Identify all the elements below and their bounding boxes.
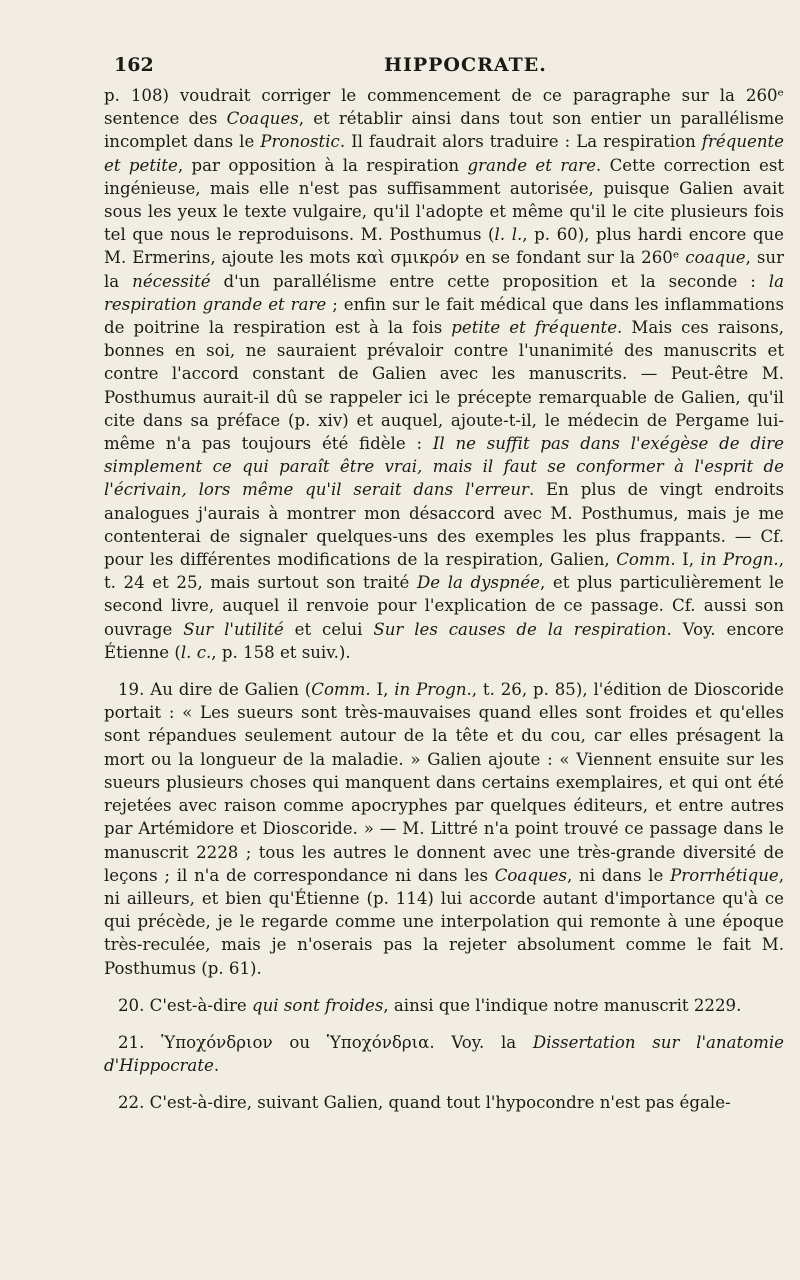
italic-text: in Progn. [394,680,472,700]
italic-text: Comm. [311,680,371,700]
text-run: 22. C'est-à-dire, suivant Galien, quand tout l'hypocondre n'est pas égale- [118,1093,731,1113]
text-run: , ni ailleurs, et bien qu'Étienne (p. 114) lui accorde autant d'importance qu'à ce qui précède, je le regarde comme une interpolation qui remonte à une époque très-reculée, mais je n'oserais pas la rejeter absolument comme le fait M. Posthumus (p. 61). [104,865,784,978]
italic-text: la respiration grande et rare [104,271,784,314]
italic-text: fréquente et petite [104,132,784,175]
text-run: ; enfin sur le fait médical que dans les inflammations de poitrine la respiration est à la fois [104,294,784,338]
italic-text: nécessité [132,271,211,291]
text-run: 19. Au dire de Galien ( [118,680,312,700]
italic-text: in Progn. [700,550,779,570]
italic-text: Coaques [494,865,567,885]
text-run: , par opposition à la respiration [177,155,468,175]
note-21 [104,1031,784,1077]
text-run: I, [675,550,701,570]
italic-text: l. l. [494,225,523,245]
text-run: 21. Ὑποχόνδριον ou Ὑποχόνδρια. Voy. la [118,1032,533,1052]
italic-text: Sur l'utilité [183,619,284,639]
text-run: . Il faudrait alors traduire : La respiration [339,132,702,152]
text-run: , et plus particulièrement le second livre, auquel il renvoie pour l'explication de ce passage. Cf. aussi son ouvrage [104,573,784,639]
italic-text: petite et fréquente [451,318,618,338]
italic-text: Prorrhétique [670,865,779,885]
text-run: , ni dans le [566,865,671,885]
text-run: . En plus de vingt endroits analogues j'aurais à montrer mon désaccord avec M. Posthumus, mais je me contenterai de signaler quelques-uns des exemples les plus frappants. — Cf. pour les différentes modifications de la respiration, Galien, [104,480,784,570]
italic-text: qui sont froides [252,995,384,1015]
text-run: , p. 158 et suiv.). [211,642,351,662]
text-run: I, [370,680,395,700]
text-run: . Mais ces raisons, bonnes en soi, ne sauraient prévaloir contre l'unanimité des manuscrits et contre l'accord constant de Galien avec les manuscrits. — Peut-être M. Posthumus aurait-il dû se rappeler ici le précepte remarquable de Galien, qu'il cite dans sa préface (p. xiv) et auquel, ajoute-t-il, le médecin de Pergame lui-même n'a pas toujours été fidèle : [104,318,784,454]
note-continuation [104,84,784,664]
text-run: d'un parallélisme entre cette proposition et la seconde : [210,271,769,291]
text-run: 20. C'est-à-dire [118,995,252,1015]
text-run: , t. 26, p. 85), l'édition de Dioscoride portait : « Les sueurs sont très-mauvaises quand elles sont froides et qu'elles sont répandues seulement autour de la tête et du cou, car elles présagent la mort ou la longueur de la maladie. » Galien ajoute : « Viennent ensuite sur les sueurs plusieurs choses qui manquent dans certains exemplaires, et qui ont été rejetées avec raison comme apocryphes par quelques éditeurs, et entre autres par Artémidore et Dioscoride. » — M. Littré n'a point trouvé ce passage dans le manuscrit 2228 ; tous les autres le donnent avec une très-grande diversité de leçons ; il n'a de correspondance ni dans les [104,680,784,885]
running-head [104,50,784,84]
text-run: p. 108) voudrait corriger le commencement de ce paragraphe sur la 260ᵉ sentence des [104,86,784,129]
text-run: . Cette correction est ingénieuse, mais elle n'est pas suffisamment autorisée, puisque Galien avait sous les yeux le texte vulgaire, qu'il l'adopte et même qu'il le cite plusieurs fois tel que nous le reproduisons. M. Posthumus ( [104,155,785,245]
text-run: , t. 24 et 25, mais surtout son traité [104,550,784,593]
italic-text: Pronostic [260,132,340,152]
italic-text: Coaques [226,109,299,129]
text-run: . Voy. encore Étienne ( [104,619,784,662]
text-run: , ainsi que l'indique notre manuscrit 2229. [383,995,742,1015]
note-20 [104,994,784,1017]
text-run: , p. 60), plus hardi encore que M. Ermerins, ajoute les mots καὶ σμικρόν en se fondant sur la 260ᵉ [104,225,784,268]
text-run: . [213,1056,220,1076]
text-run: , et rétablir ainsi dans tout son entier un parallélisme incomplet dans le [104,109,785,152]
italic-text: grande et rare [467,155,596,175]
italic-text: Sur les causes de la respiration [373,619,667,639]
note-22 [104,1091,784,1114]
italic-text: Comm. [616,550,676,570]
italic-text: Dissertation sur l'anatomie d'Hippocrate [104,1032,784,1076]
italic-text: Il ne suffit pas dans l'exégèse de dire simplement ce qui paraît être vrai, mais il faut se conformer à l'esprit de l'écrivain, lors même qu'il serait dans l'erreur [104,434,785,500]
italic-text: De la dyspnée [416,573,540,593]
italic-text: coaque [685,248,746,268]
note-19 [104,678,784,980]
italic-text: l. c. [180,642,212,662]
running-title: HIPPOCRATE. [384,54,547,76]
text-run: , sur la [104,248,785,291]
page-number: 162 [114,54,154,76]
text-run: et celui [283,619,374,639]
